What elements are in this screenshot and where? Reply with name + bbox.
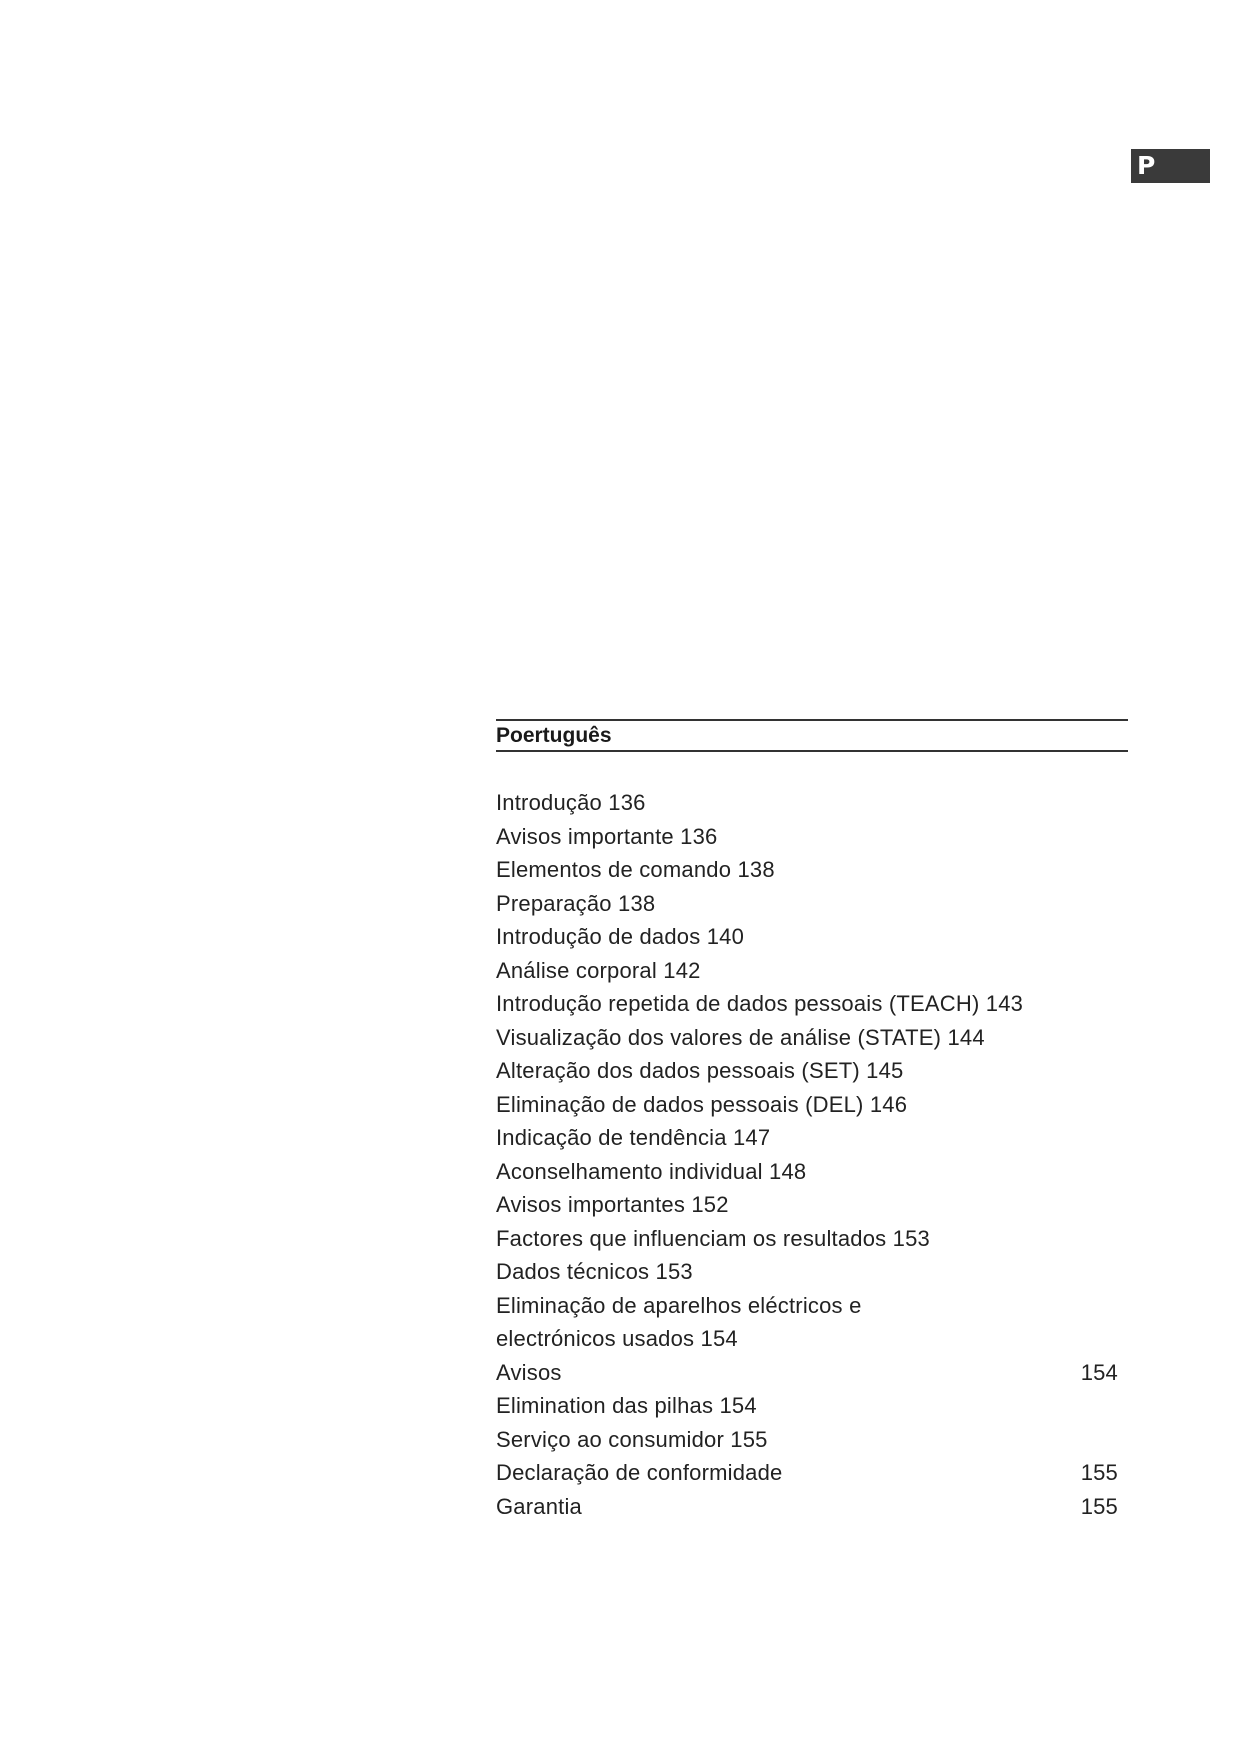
toc-entry[interactable] — [496, 987, 1128, 1021]
toc-entry[interactable] — [496, 1121, 1128, 1155]
toc-entry[interactable] — [496, 1188, 1128, 1222]
toc-entry[interactable] — [496, 1255, 1128, 1289]
toc-entry-text: Indicação de tendência 147 — [496, 1125, 771, 1150]
table-of-contents — [496, 719, 1128, 1523]
toc-entry-text: Eliminação de dados pessoais (DEL) 146 — [496, 1091, 908, 1117]
toc-entry[interactable] — [496, 1054, 1128, 1088]
toc-entry[interactable] — [496, 1456, 1128, 1490]
toc-entry-text: Introdução de dados 140 — [496, 924, 745, 949]
toc-entry-text: Aconselhamento individual 148 — [496, 1158, 807, 1184]
toc-entry[interactable] — [496, 820, 1128, 854]
toc-entry[interactable] — [496, 1389, 1128, 1423]
toc-entry[interactable] — [496, 920, 1128, 954]
toc-entry-text: Dados técnicos 153 — [496, 1259, 693, 1284]
toc-entry-text: Visualização dos valores de análise (STATE) 144 — [496, 1024, 985, 1050]
toc-entry[interactable] — [496, 1423, 1128, 1457]
toc-entry[interactable] — [496, 1356, 1128, 1390]
toc-entry-text: Elementos de comando 138 — [496, 857, 775, 882]
toc-entry[interactable] — [496, 1088, 1128, 1122]
toc-entry[interactable] — [496, 1021, 1128, 1055]
toc-entry-text: Alteração dos dados pessoais (SET) 145 — [496, 1058, 904, 1083]
toc-entry-text: Elimination das pilhas 154 — [496, 1393, 757, 1418]
toc-entry[interactable] — [496, 786, 1128, 820]
toc-entry-text: Introdução repetida de dados pessoais (TEACH) 143 — [496, 991, 1024, 1016]
toc-title: Poertuguês — [496, 724, 612, 747]
toc-entry-text: Introdução 136 — [496, 790, 646, 815]
toc-entry-text: Preparação 138 — [496, 890, 656, 916]
toc-entry[interactable] — [496, 954, 1128, 988]
toc-entry[interactable] — [496, 1222, 1128, 1256]
toc-entry-text: Avisos — [496, 1359, 562, 1385]
toc-entry-page: 155 — [1080, 1493, 1118, 1519]
toc-entry-page: 155 — [1080, 1460, 1118, 1485]
toc-entry-text: Avisos importantes 152 — [496, 1192, 729, 1217]
toc-entry-text: Análise corporal 142 — [496, 957, 701, 983]
toc-bottom-rule — [496, 750, 1128, 752]
toc-entry-text: electrónicos usados 154 — [496, 1326, 738, 1351]
toc-entry[interactable] — [496, 853, 1128, 887]
toc-entry[interactable] — [496, 1289, 1128, 1323]
toc-entry-text: Serviço ao consumidor 155 — [496, 1426, 768, 1452]
toc-entry[interactable] — [496, 1322, 1128, 1356]
toc-list — [496, 786, 1128, 1523]
toc-entry-text: Avisos importante 136 — [496, 823, 718, 849]
toc-entry[interactable] — [496, 887, 1128, 921]
language-tab: P — [1131, 149, 1210, 183]
toc-entry-page: 154 — [1080, 1359, 1118, 1385]
toc-entry[interactable] — [496, 1490, 1128, 1524]
toc-entry-text: Declaração de conformidade — [496, 1460, 783, 1485]
toc-entry[interactable] — [496, 1155, 1128, 1189]
toc-entry-text: Factores que influenciam os resultados 153 — [496, 1225, 930, 1251]
toc-entry-text: Eliminação de aparelhos eléctricos e — [496, 1292, 862, 1318]
toc-entry-text: Garantia — [496, 1493, 582, 1519]
